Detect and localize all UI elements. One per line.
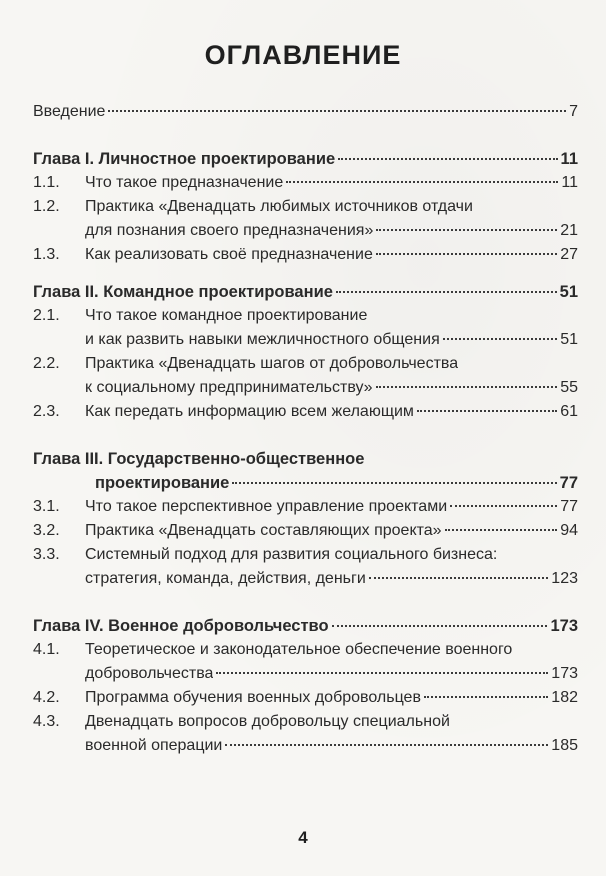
toc-entry-1-2-cont[interactable] (33, 219, 578, 243)
dot-leader (216, 672, 548, 674)
toc-entry-text: к социальному предпринимательству» (85, 379, 373, 396)
dot-leader (376, 229, 557, 231)
toc-entry-text: Как передать информацию всем желающим (85, 403, 414, 420)
section-number: 1.1. (33, 174, 60, 191)
section-number: 4.2. (33, 689, 60, 706)
toc-entry-1-2[interactable] (33, 195, 578, 219)
section-number: 2.2. (33, 355, 60, 372)
toc-chapter-2[interactable] (33, 280, 578, 304)
toc-page-number: 51 (559, 283, 578, 301)
toc-entry-1-3[interactable] (33, 243, 578, 267)
toc-entry-intro[interactable] (33, 100, 578, 124)
toc-entry-3-1[interactable] (33, 495, 578, 519)
section-number: 3.3. (33, 546, 60, 563)
page-number: 4 (298, 828, 308, 847)
toc-entry-4-3-cont[interactable] (33, 734, 578, 758)
section-number: 1.3. (33, 246, 60, 263)
toc-chapter-3[interactable] (33, 447, 578, 471)
toc-page-number: 123 (551, 570, 578, 587)
toc-entry-text: Программа обучения военных добровольцев (85, 689, 421, 706)
toc-entry-1-1[interactable] (33, 171, 578, 195)
dot-leader (417, 410, 557, 412)
toc-entry-4-2[interactable] (33, 686, 578, 710)
toc-page-number: 77 (559, 474, 578, 492)
dot-leader (338, 158, 557, 160)
toc-entry-text: Что такое перспективное управление проектами (85, 498, 448, 515)
dot-leader (232, 482, 556, 484)
toc-chapter-1[interactable] (33, 147, 578, 171)
toc-entry-text: стратегия, команда, действия, деньги (85, 570, 366, 587)
chapter-title: Глава II. Командное проектирование (33, 283, 333, 301)
toc-entry-text: Практика «Двенадцать шагов от добровольчества (85, 355, 459, 372)
section-number: 2.3. (33, 403, 60, 420)
toc-entry-2-1-cont[interactable] (33, 328, 578, 352)
toc-entry-2-2[interactable] (33, 352, 578, 376)
toc-entry-text: военной операции (85, 737, 223, 754)
page-title: ОГЛАВЛЕНИЕ (204, 40, 402, 70)
chapter-title: Глава IV. Военное добровольчество (33, 617, 329, 635)
toc-entry-4-1-cont[interactable] (33, 662, 578, 686)
toc-entry-text: Что такое командное проектирование (85, 307, 368, 324)
toc-entry-2-3[interactable] (33, 400, 578, 424)
toc-entry-2-2-cont[interactable] (33, 376, 578, 400)
toc-entry-text: Введение (33, 103, 106, 120)
toc-chapter-4[interactable] (33, 614, 578, 638)
toc-entry-text: Двенадцать вопросов добровольцу специальной (85, 713, 450, 730)
table-of-contents (33, 100, 578, 758)
toc-entry-text: Практика «Двенадцать составляющих проекта» (85, 522, 442, 539)
toc-entry-4-1[interactable] (33, 638, 578, 662)
dot-leader (108, 110, 566, 112)
toc-entry-text: для познания своего предназначения» (85, 222, 374, 239)
dot-leader (369, 577, 549, 579)
toc-page-number: 51 (560, 331, 578, 348)
toc-page-number: 55 (560, 379, 578, 396)
toc-page-number: 94 (560, 522, 578, 539)
dot-leader (336, 291, 557, 293)
chapter-title: проектирование (95, 474, 230, 492)
toc-entry-3-3[interactable] (33, 543, 578, 567)
toc-entry-text: добровольчества (85, 665, 214, 682)
toc-chapter-3-cont[interactable] (33, 471, 578, 495)
toc-page-number: 173 (551, 665, 578, 682)
toc-page-number: 21 (560, 222, 578, 239)
chapter-title: Глава I. Личностное проектирование (33, 150, 336, 168)
dot-leader (332, 625, 548, 627)
dot-leader (376, 253, 557, 255)
toc-page-number: 7 (569, 103, 578, 120)
toc-page-number: 27 (560, 246, 578, 263)
dot-leader (443, 338, 557, 340)
dot-leader (225, 744, 548, 746)
toc-entry-text: Системный подход для развития социального бизнеса: (85, 546, 498, 563)
toc-entry-text: Теоретическое и законодательное обеспечение военного (85, 641, 513, 658)
section-number: 4.1. (33, 641, 60, 658)
toc-page-number: 173 (550, 617, 578, 635)
toc-entry-text: Как реализовать своё предназначение (85, 246, 373, 263)
chapter-title: Глава III. Государственно-общественное (33, 450, 365, 468)
toc-entry-text: и как развить навыки межличностного общения (85, 331, 440, 348)
toc-entry-3-2[interactable] (33, 519, 578, 543)
dot-leader (376, 386, 558, 388)
dot-leader (450, 505, 557, 507)
section-number: 3.2. (33, 522, 60, 539)
toc-page-number: 182 (551, 689, 578, 706)
toc-entry-3-3-cont[interactable] (33, 567, 578, 591)
toc-page-number: 11 (560, 150, 578, 168)
toc-entry-2-1[interactable] (33, 304, 578, 328)
section-number: 1.2. (33, 198, 60, 215)
toc-page-number: 11 (561, 174, 578, 191)
dot-leader (424, 696, 548, 698)
dot-leader (286, 181, 558, 183)
section-number: 3.1. (33, 498, 60, 515)
toc-entry-4-3[interactable] (33, 710, 578, 734)
toc-page-number: 61 (560, 403, 578, 420)
toc-entry-text: Что такое предназначение (85, 174, 284, 191)
toc-entry-text: Практика «Двенадцать любимых источников отдачи (85, 198, 473, 215)
dot-leader (445, 529, 558, 531)
toc-page-number: 185 (551, 737, 578, 754)
section-number: 2.1. (33, 307, 60, 324)
section-number: 4.3. (33, 713, 60, 730)
toc-page-number: 77 (560, 498, 578, 515)
